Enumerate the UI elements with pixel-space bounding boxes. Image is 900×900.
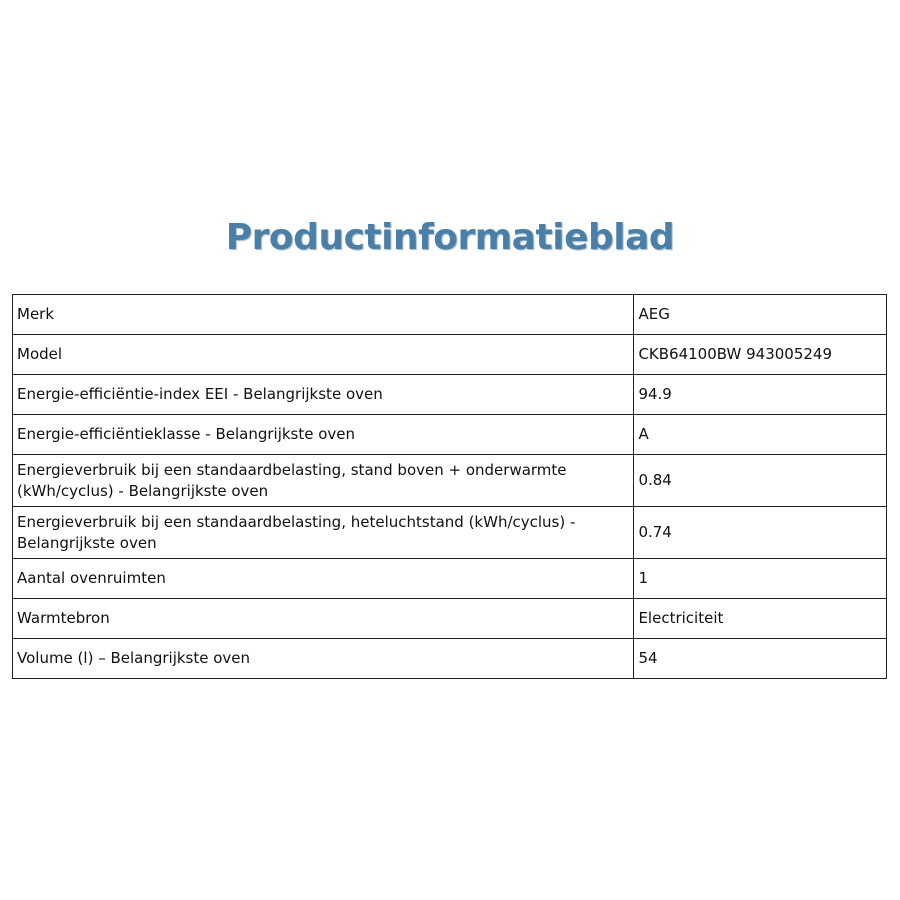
row-label: Warmtebron — [13, 599, 634, 639]
table-row — [13, 559, 887, 599]
row-label: Model — [13, 335, 634, 375]
table-row — [13, 415, 887, 455]
row-value: Electriciteit — [634, 599, 887, 639]
row-label: Energieverbruik bij een standaardbelasting, stand boven + onderwarmte (kWh/cyclus) - Belangrijkste oven — [13, 455, 634, 507]
page-title: Productinformatieblad — [225, 217, 675, 258]
table-row — [13, 639, 887, 679]
row-label: Energie-efficiëntieklasse - Belangrijkste oven — [13, 415, 634, 455]
table-row — [13, 335, 887, 375]
table-row — [13, 507, 887, 559]
table-row — [13, 295, 887, 335]
row-label: Merk — [13, 295, 634, 335]
row-label: Volume (l) – Belangrijkste oven — [13, 639, 634, 679]
table-row — [13, 455, 887, 507]
row-label: Aantal ovenruimten — [13, 559, 634, 599]
row-value: AEG — [634, 295, 887, 335]
table-row — [13, 375, 887, 415]
row-value: 54 — [634, 639, 887, 679]
row-value: 0.84 — [634, 455, 887, 507]
row-value: 1 — [634, 559, 887, 599]
table-row — [13, 599, 887, 639]
row-value: 0.74 — [634, 507, 887, 559]
row-value: A — [634, 415, 887, 455]
row-label: Energieverbruik bij een standaardbelasting, heteluchtstand (kWh/cyclus) - Belangrijkste oven — [13, 507, 634, 559]
row-label: Energie-efficiëntie-index EEI - Belangrijkste oven — [13, 375, 634, 415]
row-value: CKB64100BW 943005249 — [634, 335, 887, 375]
spec-table — [12, 294, 887, 679]
row-value: 94.9 — [634, 375, 887, 415]
